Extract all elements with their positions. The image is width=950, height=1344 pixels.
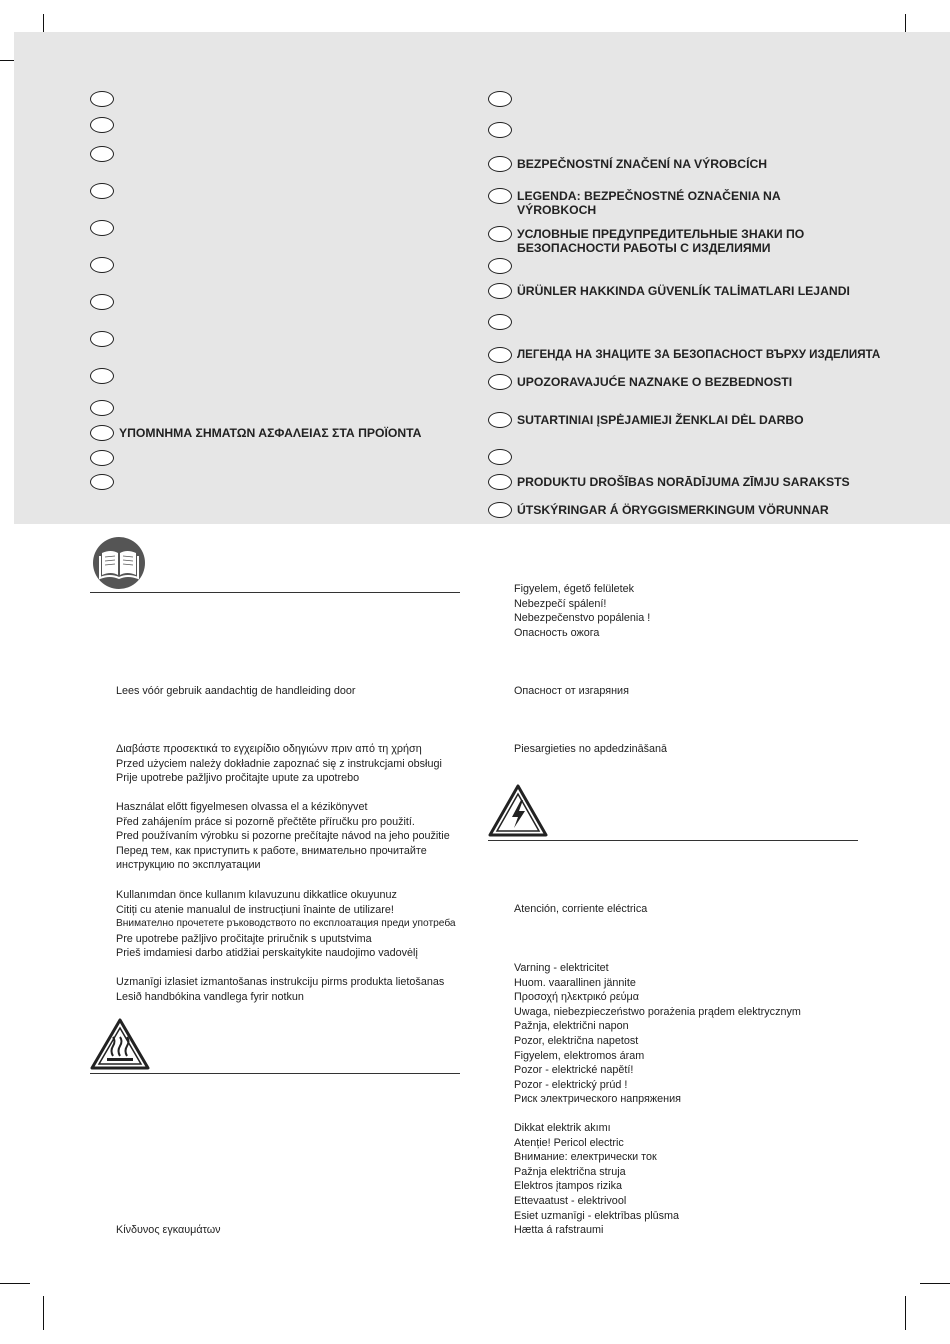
text-line: Atenție! Pericol electric [514, 1136, 624, 1149]
text-line: Внимание: електрически ток [514, 1151, 657, 1164]
section-divider [90, 592, 460, 593]
text-line: Pre upotrebe pažljivo pročitajte priručnik s uputstvima [116, 932, 372, 945]
manual-text-block [116, 975, 444, 1004]
language-title: UPOZORAVAJUĆE NAZNAKE O BEZBEDNOSTI [517, 375, 793, 389]
language-title: ÜRÜNLER HAKKINDA GÜVENLÍK TALİMATLARI LEJANDI [517, 284, 850, 298]
language-flag-placeholder [90, 331, 114, 347]
language-row [488, 283, 850, 299]
language-row [488, 314, 517, 330]
language-row [488, 226, 804, 255]
text-line: Κίνδυνος εγκαυμάτων [116, 1224, 221, 1236]
text-line: Pred používaním výrobku si pozorne prečítajte návod na jeho použitie [116, 830, 450, 843]
text-line: Varning - elektricitet [514, 962, 609, 974]
text-line: Pažnja električna struja [514, 1165, 626, 1178]
language-flag-placeholder [488, 474, 512, 490]
open-book-icon [92, 536, 146, 590]
crop-mark [905, 1296, 906, 1330]
text-line: инструкцию по эксплуатации [116, 859, 261, 872]
text-line: Διαβάστε προσεκτικά το εγχειρίδιο οδηγιώνν πριν από τη χρήση [116, 743, 422, 755]
language-row [90, 183, 119, 199]
text-line: Atención, corriente eléctrica [514, 903, 648, 915]
section-divider [488, 840, 858, 841]
language-title-line: БЕЗОПАСНОСТИ РАБОТЫ С ИЗДЕЛИЯМИ [517, 241, 771, 255]
language-flag-placeholder [90, 257, 114, 273]
language-flag-placeholder [488, 122, 512, 138]
text-line: Před zahájením práce si pozorně přečtěte příručku pro použití. [116, 815, 415, 828]
language-row [90, 400, 119, 416]
text-line: Перед тем, как приступить к работе, внимательно прочитайте [116, 844, 427, 857]
language-flag-placeholder [488, 412, 512, 428]
text-line: Uwaga, niebezpieczeństwo porażenia prądem elektrycznym [514, 1005, 801, 1018]
language-flag-placeholder [488, 188, 512, 204]
text-line: Lesið handbókina vandlega fyrir notkun [116, 990, 304, 1003]
language-title-line: VÝROBKOCH [517, 203, 597, 217]
language-flag-placeholder [90, 425, 114, 441]
language-row [90, 257, 119, 273]
hot-surface-text-block [514, 684, 629, 699]
language-flag-placeholder [488, 449, 512, 465]
language-title-line: LEGENDA: BEZPEČNOSTNÉ OZNAČENIA NA [517, 189, 781, 203]
language-row [488, 449, 517, 465]
text-line: Citiți cu atenie manualul de instrucțiuni înainte de utilizare! [116, 903, 394, 916]
language-row [488, 502, 829, 518]
hot-surface-text-block [514, 582, 650, 640]
language-flag-placeholder [90, 146, 114, 162]
language-flag-placeholder [90, 117, 114, 133]
language-row [90, 450, 119, 466]
electric-text-block [514, 1121, 679, 1238]
language-flag-placeholder [488, 283, 512, 299]
section-divider [90, 1073, 460, 1074]
language-row [90, 331, 119, 347]
text-line: Nebezpečí spálení! [514, 597, 607, 610]
text-line: Figyelem, elektromos áram [514, 1049, 645, 1062]
crop-mark [0, 1283, 30, 1284]
text-line: Elektros įtampos rizika [514, 1180, 623, 1193]
text-line: Figyelem, égető felületek [514, 583, 635, 595]
manual-text-block [116, 888, 456, 961]
language-row [488, 188, 781, 217]
language-row [90, 117, 119, 133]
language-flag-placeholder [488, 91, 512, 107]
language-flag-placeholder [90, 183, 114, 199]
text-line: Przed użyciem należy dokładnie zapoznać się z instrukcjami obsługi [116, 757, 442, 770]
language-row [488, 258, 517, 274]
text-line: Esiet uzmanīgi - elektrības plūsma [514, 1209, 680, 1222]
text-line: Pozor - elektrické napětí! [514, 1064, 634, 1077]
language-flag-placeholder [488, 258, 512, 274]
text-line: Hætta á rafstraumi [514, 1224, 604, 1237]
language-flag-placeholder [90, 400, 114, 416]
text-line: Kullanımdan önce kullanım kılavuzunu dikkatlice okuyunuz [116, 889, 397, 901]
language-flag-placeholder [90, 368, 114, 384]
language-row [488, 412, 804, 428]
electric-text-block [514, 961, 801, 1107]
text-line: Опасность ожога [514, 626, 600, 639]
language-row [488, 156, 767, 172]
language-title: SUTARTINIAI ĮSPĖJAMIEJI ŽENKLAI DĖL DARBO [517, 413, 804, 427]
text-line: Nebezpečenstvo popálenia ! [514, 612, 651, 625]
text-line: Piesargieties no apdedzināšanā [514, 743, 668, 755]
language-flag-placeholder [488, 374, 512, 390]
language-flag-placeholder [90, 294, 114, 310]
crop-mark [920, 1283, 950, 1284]
electric-text-block [514, 902, 647, 917]
language-row [90, 91, 119, 107]
language-row [488, 122, 517, 138]
language-row [488, 374, 792, 390]
language-flag-placeholder [488, 347, 512, 363]
language-row [488, 91, 517, 107]
language-row [90, 220, 119, 236]
language-flag-placeholder [488, 226, 512, 242]
text-line: Uzmanīgi izlasiet izmantošanas instrukciju pirms produkta lietošanas [116, 976, 445, 988]
language-row [488, 347, 880, 363]
text-line: Dikkat elektrik akımı [514, 1122, 611, 1134]
text-line: Внимателно прочетете ръководството по експлоатация преди употреба [116, 918, 456, 930]
language-title: ЛЕГЕНДА НА ЗНАЦИТЕ ЗА БЕЗОПАСНОСТ ВЪРХУ ИЗДЕЛИЯТА [517, 348, 881, 361]
text-line: Ettevaatust - elektrivool [514, 1194, 627, 1207]
language-flag-placeholder [488, 156, 512, 172]
text-line: Pozor - elektrický prúd ! [514, 1078, 628, 1091]
language-title: ΥΠΟΜΝΗΜΑ ΣΗΜΑΤΩΝ ΑΣΦΑΛΕΙΑΣ ΣΤΑ ΠΡΟΪΟΝΤΑ [119, 426, 422, 440]
language-title: PRODUKTU DROŠĪBAS NORĀDĪJUMA ZĪMJU SARAKSTS [517, 475, 850, 489]
text-line: Prieš imdamiesi darbo atidžiai perskaitykite naudojimo vadovėlį [116, 947, 418, 960]
language-flag-placeholder [90, 220, 114, 236]
text-line: Προσοχή ηλεκτρικό ρεύμα [514, 991, 640, 1004]
language-flag-placeholder [488, 314, 512, 330]
language-title-band [14, 32, 950, 524]
text-line: Pažnja, električni napon [514, 1020, 629, 1033]
hot-surface-text-block [116, 1223, 221, 1238]
language-flag-placeholder [90, 474, 114, 490]
language-title: ÚTSKÝRINGAR Á ÖRYGGISMERKINGUM VÖRUNNAR [517, 503, 829, 517]
crop-mark [43, 1296, 44, 1330]
electric-shock-warning-icon [488, 784, 548, 838]
language-row [90, 368, 119, 384]
language-row [90, 474, 119, 490]
language-row [488, 474, 850, 490]
text-line: Pozor, električna napetost [514, 1034, 639, 1047]
text-line: Lees vóór gebruik aandachtig de handleiding door [116, 685, 356, 697]
manual-text-block [116, 684, 356, 699]
language-title: BEZPEČNOSTNÍ ZNAČENÍ NA VÝROBCÍCH [517, 157, 768, 171]
language-row [90, 294, 119, 310]
language-title [517, 227, 804, 255]
text-line: Prije upotrebe pažljivo pročitajte upute za upotrebo [116, 772, 360, 785]
language-title [517, 189, 781, 217]
language-row [90, 146, 119, 162]
hot-surface-warning-icon [90, 1018, 150, 1070]
manual-text-block [116, 800, 450, 873]
language-flag-placeholder [90, 450, 114, 466]
language-flag-placeholder [90, 91, 114, 107]
language-title-line: УСЛОВНЫЕ ПРЕДУПРЕДИТЕЛЬНЫЕ ЗНАКИ ПО [517, 227, 805, 241]
text-line: Опасност от изгаряния [514, 685, 629, 697]
language-row [90, 425, 422, 441]
manual-text-block [116, 742, 442, 786]
language-flag-placeholder [488, 502, 512, 518]
text-line: Huom. vaarallinen jännite [514, 976, 636, 989]
text-line: Риск электрического напряжения [514, 1093, 681, 1106]
hot-surface-text-block [514, 742, 667, 757]
text-line: Használat előtt figyelmesen olvassa el a kézikönyvet [116, 801, 368, 813]
